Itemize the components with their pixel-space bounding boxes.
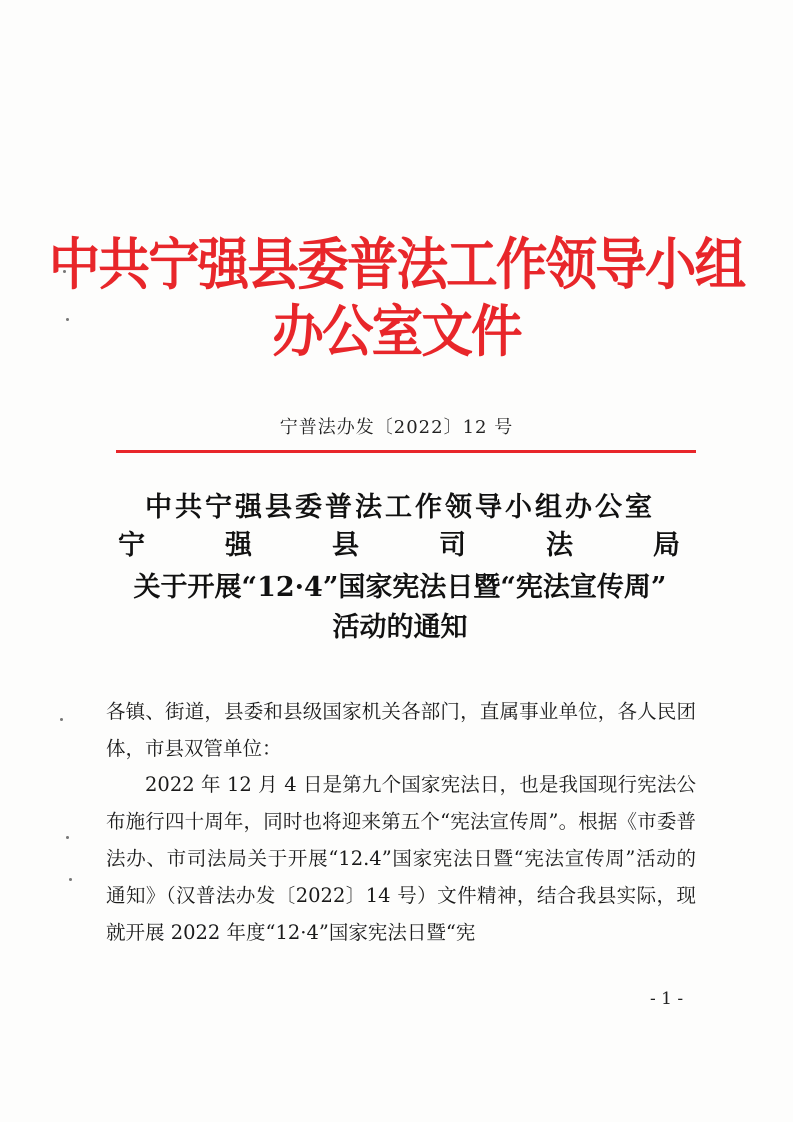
title-line-2-char: 局 (653, 530, 680, 561)
title-line-2-char: 宁 (118, 530, 145, 561)
scan-speck (69, 878, 72, 881)
body-paragraph-1: 2022 年 12 月 4 日是第九个国家宪法日，也是我国现行宪法公布施行四十周年，同时也将迎来第五个“宪法宣传周”。根据《市委普法办、市司法局关于开展“12.4”国家宪法日暨“宪法宣传周”活动的通知》（汉普法办发〔2022〕14 号）文件精神，结合我县实际，现就开展 2022 年度“12·4”国家宪法日暨“宪 (106, 773, 696, 944)
page-number: - 1 - (650, 989, 684, 1009)
title-line-2-char: 法 (546, 530, 573, 561)
title-line-3: 关于开展“12·4”国家宪法日暨“宪法宣传周” (133, 572, 667, 603)
red-separator-line (116, 450, 696, 453)
title-line-2-char: 强 (225, 530, 252, 561)
title-line-1: 中共宁强县委普法工作领导小组办公室 (145, 492, 655, 523)
title-line-2-char: 司 (439, 530, 466, 561)
issuer-header-title: 中共宁强县委普法工作领导小组办公室文件 (48, 233, 745, 366)
title-line-2 (118, 530, 680, 562)
addressee-paragraph: 各镇、街道，县委和县级国家机关各部门，直属事业单位，各人民团体，市县双管单位： (106, 700, 696, 760)
scan-speck (60, 718, 63, 721)
scan-speck (66, 836, 69, 839)
title-line-4: 活动的通知 (332, 612, 468, 643)
document-number: 宁普法办发〔2022〕12 号 (279, 417, 514, 438)
title-line-2-char: 县 (332, 530, 359, 561)
